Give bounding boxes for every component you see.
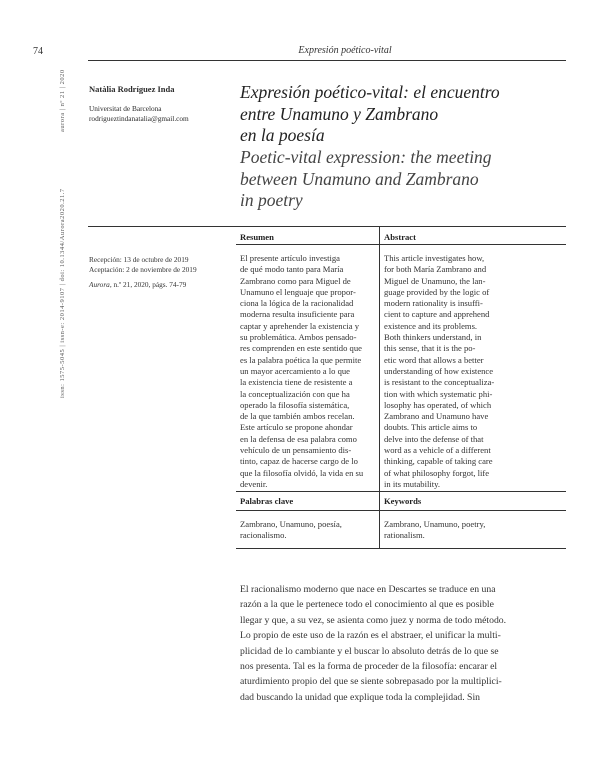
abstract-line: cient to capture and apprehend <box>384 309 490 320</box>
resumen-line: Unamuno el lenguaje que propor- <box>240 286 356 297</box>
resumen-line: de qué modo tanto para María <box>240 264 344 275</box>
running-title: Expresión poético-vital <box>298 45 392 56</box>
keywords-text <box>384 519 564 542</box>
resumen-line: El presente artículo investiga <box>240 253 340 263</box>
abstract-line: etic word that allows a better <box>384 354 484 365</box>
resumen-line: su problemática. Ambos pensado- <box>240 332 357 343</box>
journal-info: aurora | nº 21 | 2020 <box>59 69 66 132</box>
abstract-line: Both thinkers understand, in <box>384 332 482 343</box>
main-text-line: plicidad de lo cambiante y el buscar lo absoluto detrás de lo que se <box>240 645 499 657</box>
keywords-line: rationalism. <box>384 530 425 541</box>
title-es-line: Expresión poético-vital: el encuentro <box>240 82 500 102</box>
title-spanish <box>240 82 570 147</box>
abstract-line: existence and its problems. <box>384 320 478 331</box>
abstract-line: understanding of how existence <box>384 365 494 376</box>
resumen-line: ciona la lógica de la racionalidad <box>240 298 354 309</box>
resumen-line: es la palabra poética la que permite <box>240 354 362 365</box>
resumen-line: la existencia tiene de resistente a <box>240 377 353 388</box>
citation <box>89 280 229 290</box>
citation-details: , n.º 21, 2020, págs. 74-79 <box>109 280 187 289</box>
citation-journal: Aurora <box>89 280 110 289</box>
palabras-clave-text <box>240 519 376 542</box>
main-text <box>240 582 570 705</box>
resumen-line: tinto, capaz de hacerse cargo de lo <box>240 456 358 467</box>
abstract-heading: Abstract <box>384 232 416 242</box>
abstract-text <box>384 253 564 490</box>
title-en-line: between Unamuno and Zambrano <box>240 168 479 189</box>
palabras-clave-line: Zambrano, Unamuno, poesía, <box>240 519 342 529</box>
title-es-line: entre Unamuno y Zambrano <box>240 103 439 124</box>
keywords-heading-rule <box>236 510 566 511</box>
author-email: rodrigueztindanatalia@gmail.com <box>89 113 189 123</box>
resumen-line: res comprenden en este sentido que <box>240 343 362 354</box>
resumen-line: la conceptualización con que ha <box>240 388 350 399</box>
abstract-line: for both María Zambrano and <box>384 264 487 275</box>
abstract-line: of what philosophy forgot, life <box>384 467 490 478</box>
keywords-heading: Keywords <box>384 496 422 506</box>
abstract-line: word as a vehicle of a different <box>384 445 491 456</box>
abstract-heading-rule <box>236 244 566 245</box>
resumen-line: Zambrano como para Miguel de <box>240 275 351 286</box>
title-es-line: en la poesía <box>240 125 325 145</box>
accepted-date: Aceptación: 2 de noviembre de 2019 <box>89 265 197 274</box>
author-affiliation: Universitat de Barcelona <box>89 104 162 113</box>
resumen-line: operado la filosofía sistemática, <box>240 399 350 410</box>
keywords-line: Zambrano, Unamuno, poetry, <box>384 519 486 529</box>
keywords-top-rule <box>236 491 566 492</box>
resumen-line: vehículo de un pensamiento dis- <box>240 445 352 456</box>
resumen-text <box>240 253 376 490</box>
received-date: Recepción: 13 de octubre de 2019 <box>89 255 189 264</box>
abstract-bottom-rule <box>236 548 566 549</box>
abstract-line: thinking, capable of taking care <box>384 456 493 467</box>
author-name: Natàlia Rodríguez Inda <box>89 84 175 94</box>
title-english <box>240 147 570 212</box>
resumen-line: devenir. <box>240 478 268 489</box>
abstract-line: Zambrano and Unamuno have <box>384 411 489 422</box>
page-number: 74 <box>33 46 43 57</box>
abstract-top-rule <box>88 226 566 227</box>
column-divider <box>379 226 380 548</box>
resumen-line: en la defensa de esa palabra como <box>240 433 357 444</box>
title-en-line: in poetry <box>240 190 303 210</box>
resumen-line: moderna resulta insuficiente para <box>240 309 355 320</box>
abstract-line: in its mutability. <box>384 478 441 489</box>
resumen-line: de la que también ambos recelan. <box>240 411 355 422</box>
resumen-line: captar y aprehender la existencia y <box>240 320 360 331</box>
main-text-line: llegar y que, a su vez, se asienta como juez y norma de todo método. <box>240 614 507 626</box>
resumen-line: Este artículo se propone ahondar <box>240 422 353 433</box>
author-block <box>89 84 229 123</box>
abstract-line: is resistant to the conceptualiza- <box>384 377 495 388</box>
main-text-line: nos presenta. Tal es la forma de proceder de la filosofía: encarar el <box>240 661 498 673</box>
abstract-line: This article investigates how, <box>384 253 485 263</box>
main-text-line: dad buscando la unidad que explique toda la complejidad. Sin <box>240 691 480 703</box>
palabras-clave-heading: Palabras clave <box>240 496 294 506</box>
resumen-heading: Resumen <box>240 232 274 242</box>
abstract-line: doubts. This article aims to <box>384 422 478 433</box>
abstract-line: tion with which systematic phi- <box>384 388 493 399</box>
title-en-line: Poetic-vital expression: the meeting <box>240 147 492 167</box>
resumen-line: que la filosofía olvidó, la vida en su <box>240 467 364 478</box>
dates-block <box>89 255 229 290</box>
abstract-line: guage provided by the logic of <box>384 286 490 297</box>
abstract-line: modern rationality is insuffi- <box>384 298 483 309</box>
main-text-line: El racionalismo moderno que nace en Descartes se traduce en una <box>240 584 496 595</box>
abstract-line: Miguel de Unamuno, the lan- <box>384 275 486 286</box>
journal-identifiers: issn: 1575-5045 | issn-e: 2014-9107 | doi: 10.1344/Aurora2020.21.7 <box>59 188 66 398</box>
abstract-line: this sense, that it is the po- <box>384 343 476 354</box>
header-rule <box>88 60 566 61</box>
main-text-line: razón a la que le pertenece todo el conocimiento al que es posible <box>240 599 494 611</box>
abstract-line: losophy has operated, of which <box>384 399 492 410</box>
main-text-line: aturdimiento propio del que se siente sobrepasado por la multiplici- <box>240 676 502 688</box>
resumen-line: un mayor acercamiento a lo que <box>240 365 350 376</box>
palabras-clave-line: racionalismo. <box>240 530 287 541</box>
abstract-line: delve into the defense of that <box>384 433 484 444</box>
main-text-line: Lo propio de este uso de la razón es el abstraer, el unificar la multi- <box>240 630 501 642</box>
